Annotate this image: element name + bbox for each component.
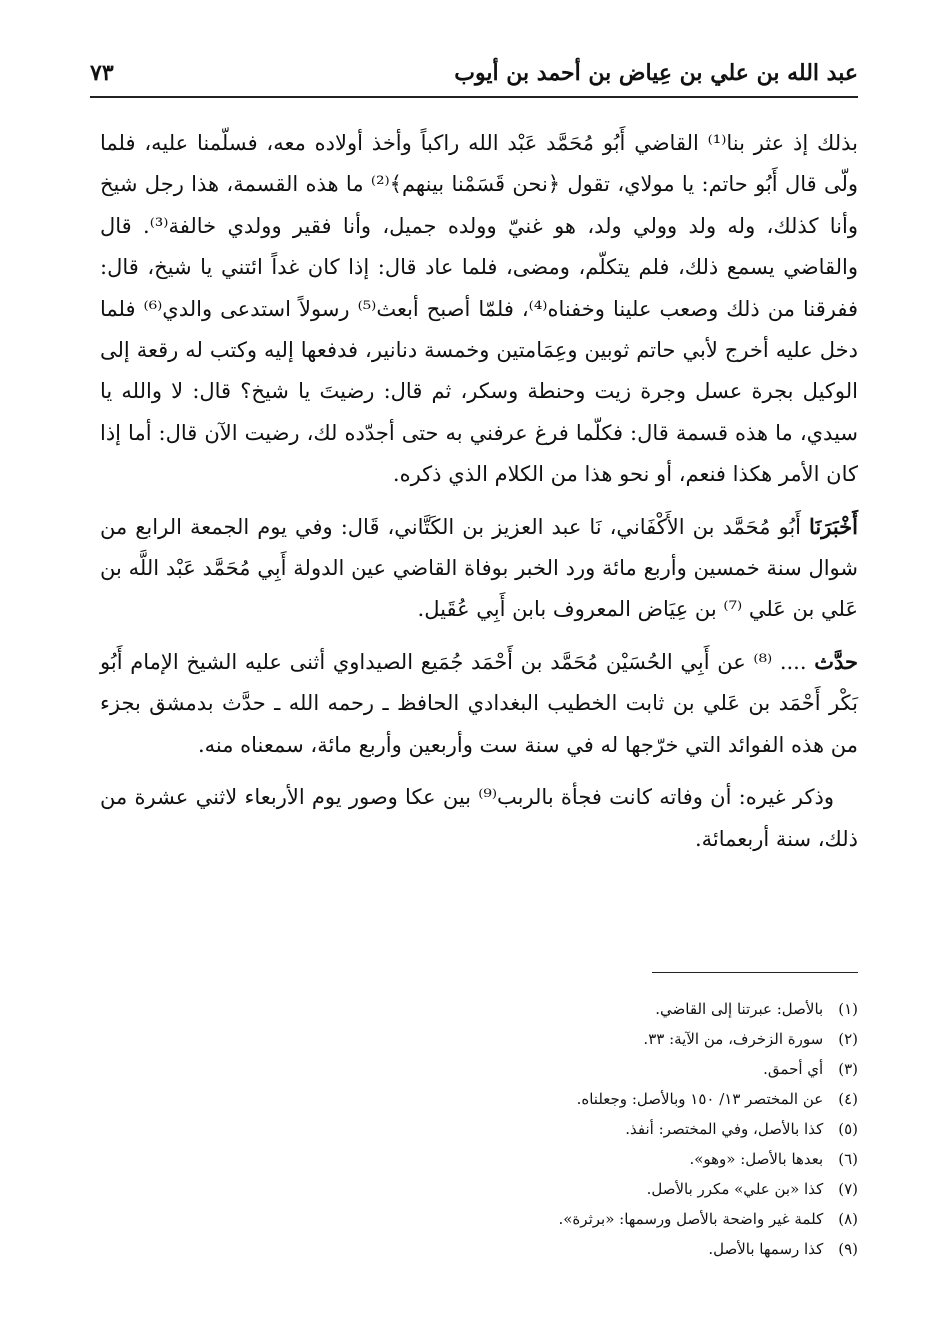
footnote-text: بعدها بالأصل: «وهو». bbox=[689, 1150, 824, 1168]
paragraph-text: أَبُو مُحَمَّد بن الأَكْفَاني، نَا عبد العزيز بن الكَتَّاني، قَال: وفي يوم الجمعة الرابع من شوال سنة خمسين وأربع مائة ورد الخبر بوفاة القاضي عين الدولة أَبِي مُحَمَّد عَبْد اللَّه بن عَلي بن عَلي ⁽⁷⁾ بن عِيَاض المعروف بابن أَبِي عُقَيل. bbox=[100, 514, 858, 622]
footnote-text: كذا «بن علي» مكرر بالأصل. bbox=[646, 1180, 824, 1198]
paragraph-death-date bbox=[100, 776, 858, 860]
footnote-number: (٥) bbox=[838, 1120, 858, 1138]
paragraph-lead: حدَّث bbox=[814, 648, 858, 674]
footnote-number: (٦) bbox=[838, 1150, 858, 1168]
footnote-number: (٢) bbox=[838, 1030, 858, 1048]
paragraph-text: بذلك إذ عثر بنا⁽¹⁾ القاضي أَبُو مُحَمَّد عَبْد الله راكباً وأخذ أولاده معه، فسلّمنا عليه، فلما ولّى قال أَبُو حاتم: يا مولاي، تقول ﴿نحن قَسَمْنا بينهم﴾⁽²⁾ ما هذه القسمة، هذا رجل شيخ وأنا كذلك، وله ولد وولي ولد، هو غنيّ وولده جميل، وأنا فقير وولدي خالفة⁽³⁾. قال والقاضي يسمع ذلك، فلم يتكلّم، ومضى، فلما عاد قال: إذا كان غداً ائتني يا شيخ، قال: ففرقنا من ذلك وصعب علينا وخفناه⁽⁴⁾، فلمّا أصبح أبعث⁽⁵⁾ رسولاً استدعى والدي⁽⁶⁾ فلما دخل عليه أخرج لأبي حاتم ثوبين وعِمَامتين وخمسة دنانير، فدفعها إليه وكتب له رقعة إلى الوكيل بجرة عسل وجرة زيت وحنطة وسكر، ثم قال: رضيتَ يا شيخ؟ قال: لا والله يا سيدي، ما هذه قسمة قال: فكلّما فرغ عرفني به حتى أجدّده لك، رضيت الآن قال: أما إذا كان الأمر هكذا فنعم، أو نحو هذا من الكلام الذي ذكره. bbox=[100, 131, 859, 487]
footnote bbox=[100, 1114, 858, 1144]
main-text bbox=[100, 122, 858, 860]
page-number: ٧٣ bbox=[90, 60, 114, 86]
footnote-number: (٨) bbox=[838, 1210, 858, 1228]
footnote-text: كذا رسمها بالأصل. bbox=[708, 1240, 824, 1258]
footnote-number: (٤) bbox=[838, 1090, 858, 1108]
footnote-number: (٧) bbox=[838, 1180, 858, 1198]
footnote bbox=[100, 1234, 858, 1264]
footnote-text: سورة الزخرف، من الآية: ٣٣. bbox=[643, 1030, 824, 1048]
footnote bbox=[100, 1144, 858, 1174]
footnote bbox=[100, 1174, 858, 1204]
paragraph-text: وذكر غيره: أن وفاته كانت فجأة بالربب⁽⁹⁾ بين عكا وصور يوم الأربعاء لاثني عشرة من ذلك، سنة أربعمائة. bbox=[100, 785, 858, 851]
page-header bbox=[90, 50, 858, 98]
footnote bbox=[100, 994, 858, 1024]
footnote-text: كلمة غير واضحة بالأصل ورسمها: «برثرة». bbox=[558, 1210, 824, 1228]
running-title: عبد الله بن علي بن عِياض بن أحمد بن أيوب bbox=[454, 60, 858, 86]
footnote-divider bbox=[652, 972, 858, 973]
footnote-text: أي أحمق. bbox=[763, 1060, 824, 1078]
footnote bbox=[100, 1054, 858, 1084]
footnote bbox=[100, 1084, 858, 1114]
footnote-number: (٣) bbox=[838, 1060, 858, 1078]
footnote-text: عن المختصر ١٣/ ١٥٠ وبالأصل: وجعلناه. bbox=[576, 1090, 824, 1108]
footnote-number: (٩) bbox=[838, 1240, 858, 1258]
paragraph-lead: أَخْبَرَنَا bbox=[809, 513, 858, 539]
paragraph-akhbarana bbox=[100, 506, 858, 631]
footnote bbox=[100, 1024, 858, 1054]
footnote-text: بالأصل: عبرتنا إلى القاضي. bbox=[655, 1000, 824, 1018]
paragraph-haddatha bbox=[100, 641, 858, 766]
paragraph-narration bbox=[100, 122, 858, 496]
footnote-number: (١) bbox=[838, 1000, 858, 1018]
footnote bbox=[100, 1204, 858, 1234]
footnote-text: كذا بالأصل، وفي المختصر: أنفذ. bbox=[625, 1120, 824, 1138]
footnotes-list bbox=[100, 994, 858, 1264]
paragraph-text: .... ⁽⁸⁾ عن أَبِي الحُسَيْن مُحَمَّد بن أَحْمَد جُمَيع الصيداوي أثنى عليه الشيخ الإمام أَبُو بَكْر أَحْمَد بن عَلي بن ثابت الخطيب البغدادي الحافظ ـ رحمه الله ـ حدَّث بدمشق بجزء من هذه الفوائد التي خرّجها له في سنة ست وأربعين وأربع مائة، سمعناه منه. bbox=[100, 649, 858, 757]
